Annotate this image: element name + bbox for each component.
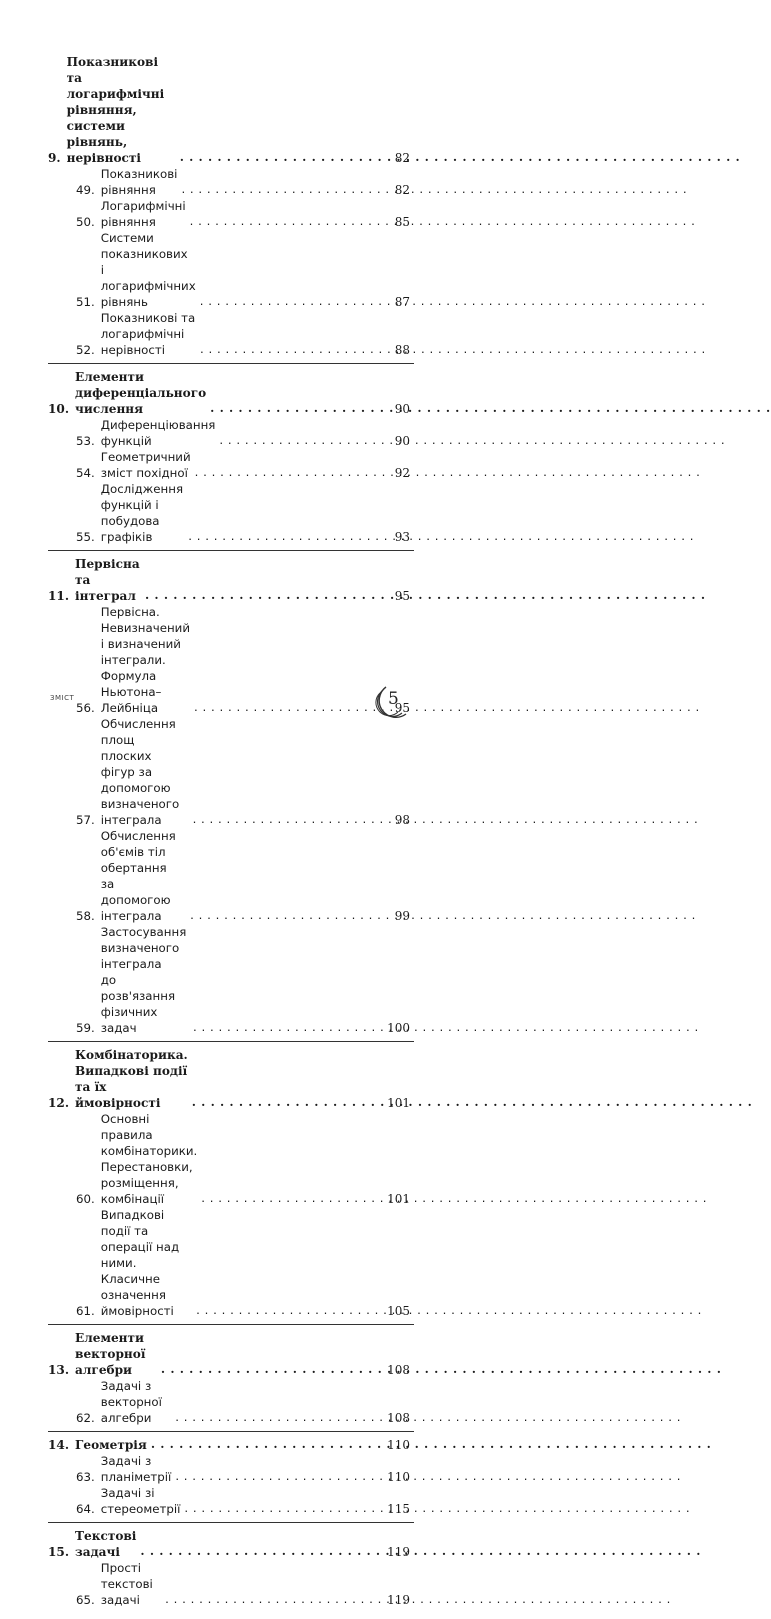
dot-leader [151, 1439, 385, 1450]
entry-title-line: Диференціювання функцій [100, 418, 216, 448]
section-page: 119 [387, 1545, 410, 1559]
entry-page: 82 [394, 183, 410, 197]
dot-leader [175, 1412, 385, 1423]
dot-leader [192, 1097, 385, 1108]
toc-entry [48, 1560, 410, 1608]
dot-leader [195, 467, 393, 478]
entry-page: 101 [387, 1192, 410, 1206]
entry-title-line: Задачі зі стереометрії [100, 1486, 181, 1516]
entry-page: 93 [394, 530, 410, 544]
section-heading [48, 1330, 410, 1378]
toc-entry [48, 198, 410, 230]
section-page: 82 [394, 151, 410, 165]
entry-page: 85 [394, 215, 410, 229]
entry-title-line: Логарифмічні рівняння [100, 199, 186, 229]
entry-page: 119 [387, 1593, 410, 1607]
entry-title-line: Випадкові події та операції над [100, 1208, 180, 1254]
section-heading [48, 1047, 410, 1111]
entry-title-line: Прості текстові задачі [100, 1561, 153, 1607]
entry-page: 108 [387, 1411, 410, 1425]
toc-section [48, 1047, 410, 1325]
toc-entry [48, 166, 410, 198]
entry-title [101, 417, 216, 449]
entry-title-line: Обчислення об'ємів тіл обертання [100, 829, 176, 875]
entry-number: 62. [76, 1411, 95, 1425]
footer-section-label: ЗМІСТ [50, 694, 75, 702]
entry-title-line: Застосування визначеного інтеграла [100, 925, 187, 971]
section-title [75, 1330, 157, 1378]
entry-title-line: Показникові рівняння [100, 167, 178, 197]
entry-title [101, 828, 186, 924]
toc-entry [48, 1453, 410, 1485]
section-page: 90 [394, 402, 410, 416]
entry-number: 51. [76, 295, 95, 309]
section-page: 108 [387, 1363, 410, 1377]
entry-title [101, 1111, 198, 1207]
section-title-line: системи рівнянь, нерівності [66, 119, 142, 165]
entry-number: 49. [76, 183, 95, 197]
entry-page: 95 [394, 701, 410, 715]
section-heading [48, 369, 410, 417]
entry-number: 59. [76, 1021, 95, 1035]
toc-section [48, 556, 410, 1042]
section-title-line: Текстові задачі [75, 1529, 137, 1559]
dot-leader [140, 1546, 385, 1557]
entry-title-line: і логарифмічних рівнянь [100, 263, 196, 309]
dot-leader [200, 296, 393, 307]
entry-page: 100 [387, 1021, 410, 1035]
entry-page: 92 [394, 466, 410, 480]
section-title [75, 1528, 136, 1560]
dot-leader [184, 1503, 385, 1514]
toc-section [48, 1437, 410, 1523]
section-title-line: Геометрія [75, 1438, 147, 1452]
toc-entry [48, 924, 410, 1036]
entry-number: 57. [76, 813, 95, 827]
entry-page: 88 [394, 343, 410, 357]
entry-number: 58. [76, 909, 95, 923]
section-title-line: Первісна та інтеграл [75, 557, 140, 603]
entry-title-line: Задачі з планіметрії [100, 1454, 172, 1484]
dot-leader [181, 184, 392, 195]
entry-title-line: і визначений інтеграли. [100, 637, 181, 667]
toc-section [48, 1528, 410, 1614]
section-title [67, 54, 176, 166]
toc-section [48, 1330, 410, 1432]
entry-title-line: Формула Ньютона–Лейбніца [100, 669, 162, 715]
section-heading [48, 1528, 410, 1560]
section-title-line: ймовірності [75, 1096, 161, 1110]
dot-leader [194, 702, 393, 713]
dot-leader [193, 814, 393, 825]
section-number: 14. [48, 1438, 70, 1452]
toc-entry [48, 716, 410, 828]
dot-leader [188, 531, 392, 542]
toc-entry [48, 1111, 410, 1207]
section-heading [48, 1437, 410, 1453]
entry-title [101, 449, 191, 481]
entry-title [101, 716, 189, 828]
page-number: 5 [388, 689, 399, 709]
dot-leader [190, 910, 393, 921]
section-title [75, 556, 141, 604]
dot-leader [180, 152, 393, 163]
entry-page: 87 [394, 295, 410, 309]
dot-leader [210, 403, 393, 414]
entry-title-line: Показникові та логарифмічні нерівності [100, 311, 196, 357]
entry-title-line: за допомогою інтеграла [100, 877, 171, 923]
toc-entry [48, 230, 410, 310]
toc-entry [48, 417, 410, 449]
entry-page: 90 [394, 434, 410, 448]
entry-number: 63. [76, 1470, 95, 1484]
dot-leader [200, 344, 393, 355]
entry-number: 54. [76, 466, 95, 480]
entry-number: 52. [76, 343, 95, 357]
entry-page: 115 [387, 1502, 410, 1516]
toc-entry [48, 828, 410, 924]
entry-title [101, 1207, 192, 1319]
entry-title-line: Перестановки, розміщення, комбінації [100, 1160, 193, 1206]
dot-leader [161, 1364, 385, 1375]
section-number: 15. [48, 1545, 70, 1559]
entry-title [101, 1378, 171, 1426]
toc-section [48, 369, 410, 551]
toc-entry [48, 481, 410, 545]
entry-number: 61. [76, 1304, 95, 1318]
entry-title [101, 1453, 172, 1485]
entry-page: 98 [394, 813, 410, 827]
dot-leader [219, 435, 392, 446]
entry-number: 64. [76, 1502, 95, 1516]
entry-page: 110 [387, 1470, 410, 1484]
entry-number: 65. [76, 1593, 95, 1607]
entry-number: 55. [76, 530, 95, 544]
entry-title-line: Первісна. Невизначений [100, 605, 191, 635]
entry-number: 53. [76, 434, 95, 448]
section-number: 9. [48, 151, 61, 165]
section-title-line: Елементи векторної алгебри [75, 1331, 146, 1377]
section-number: 10. [48, 402, 70, 416]
entry-title-line: Обчислення площ плоских фігур за [100, 717, 176, 779]
entry-title-line: Системи показникових [100, 231, 188, 261]
entry-number: 56. [76, 701, 95, 715]
section-number: 11. [48, 589, 70, 603]
toc-entry [48, 449, 410, 481]
entry-title [101, 230, 196, 310]
table-of-contents [48, 54, 410, 1619]
section-title-line: Показникові та логарифмічні рівняння, [66, 55, 165, 117]
entry-title-line: Задачі з векторної алгебри [100, 1379, 162, 1425]
section-title [75, 369, 206, 417]
toc-entry [48, 604, 410, 716]
dot-leader [145, 590, 393, 601]
section-heading [48, 556, 410, 604]
dot-leader [175, 1471, 385, 1482]
toc-entry [48, 1378, 410, 1426]
toc-entry [48, 1207, 410, 1319]
entry-title [101, 604, 190, 716]
entry-page: 99 [394, 909, 410, 923]
entry-title [101, 310, 196, 358]
dot-leader [165, 1594, 385, 1605]
dot-leader [196, 1305, 385, 1316]
section-title-line: Комбінаторика. Випадкові події та їх [75, 1048, 188, 1094]
dot-leader [201, 1193, 385, 1204]
entry-title-line: до розв'язання фізичних задач [100, 973, 176, 1035]
entry-title-line: Геометричний зміст похідної [100, 450, 191, 480]
entry-title [101, 481, 184, 545]
section-page: 95 [394, 589, 410, 603]
entry-title [101, 924, 189, 1036]
entry-title-line: ними. Класичне означення ймовірності [100, 1256, 174, 1318]
entry-title-line: Дослідження функцій і побудова [100, 482, 184, 528]
entry-page: 105 [387, 1304, 410, 1318]
dot-leader [190, 216, 393, 227]
entry-title [101, 166, 178, 198]
section-heading [48, 54, 410, 166]
entry-title-line: графіків [100, 530, 153, 544]
entry-title-line: допомогою визначеного інтеграла [100, 781, 180, 827]
entry-number: 50. [76, 215, 95, 229]
toc-section [48, 54, 410, 364]
entry-title [101, 1485, 181, 1517]
section-page: 110 [387, 1438, 410, 1452]
toc-entry [48, 310, 410, 358]
section-title [75, 1047, 188, 1111]
dot-leader [193, 1022, 385, 1033]
section-number: 12. [48, 1096, 70, 1110]
section-page: 101 [387, 1096, 410, 1110]
toc-entry [48, 1485, 410, 1517]
entry-title-line: Основні правила комбінаторики. [100, 1112, 198, 1158]
entry-title [101, 198, 186, 230]
section-title [75, 1437, 147, 1453]
section-title-line: Елементи диференціального числення [75, 370, 207, 416]
entry-title [101, 1560, 161, 1608]
section-number: 13. [48, 1363, 70, 1377]
entry-number: 60. [76, 1192, 95, 1206]
